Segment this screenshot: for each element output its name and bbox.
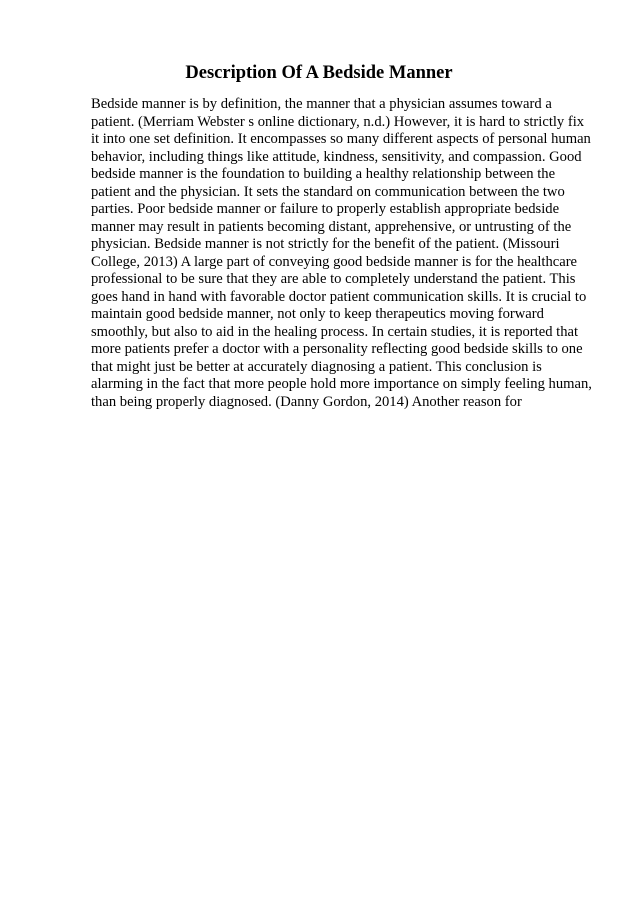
body-line: parties. Poor bedside manner or failure to properly establish appropriate bedside — [91, 201, 560, 217]
body-line: smoothly, but also to aid in the healing process. In certain studies, it is reported that — [91, 323, 579, 340]
body-line: physician. Bedside manner is not strictly for the benefit of the patient. (Missouri — [91, 236, 560, 252]
body-text — [91, 96, 592, 411]
body-line: patient and the physician. It sets the standard on communication between the two — [91, 183, 565, 200]
body-line: than being properly diagnosed. (Danny Gordon, 2014) Another reason for — [91, 393, 522, 410]
body-line: patient. (Merriam Webster s online dictionary, n.d.) However, it is hard to strictly fix — [91, 113, 585, 130]
body-line: alarming in the fact that more people hold more importance on simply feeling human, — [91, 376, 592, 392]
body-line: College, 2013) A large part of conveying good bedside manner is for the healthcare — [91, 253, 578, 270]
body-line: manner may result in patients becoming distant, apprehensive, or untrusting of the — [91, 218, 572, 235]
body-line: professional to be sure that they are able to completely understand the patient. This — [91, 271, 576, 287]
body-line: goes hand in hand with favorable doctor patient communication skills. It is crucial to — [91, 288, 587, 305]
body-line: more patients prefer a doctor with a personality reflecting good bedside skills to one — [91, 341, 583, 357]
body-line: behavior, including things like attitude, kindness, sensitivity, and compassion. Good — [91, 148, 582, 165]
body-line: bedside manner is the foundation to building a healthy relationship between the — [91, 166, 556, 182]
body-line: Bedside manner is by definition, the manner that a physician assumes toward a — [91, 96, 552, 112]
body-line: that might just be better at accurately diagnosing a patient. This conclusion is — [91, 358, 542, 375]
body-line: maintain good bedside manner, not only to keep therapeutics moving forward — [91, 306, 544, 322]
body-line: it into one set definition. It encompasses so many different aspects of personal human — [91, 131, 591, 147]
document-title: Description Of A Bedside Manner — [185, 63, 453, 83]
